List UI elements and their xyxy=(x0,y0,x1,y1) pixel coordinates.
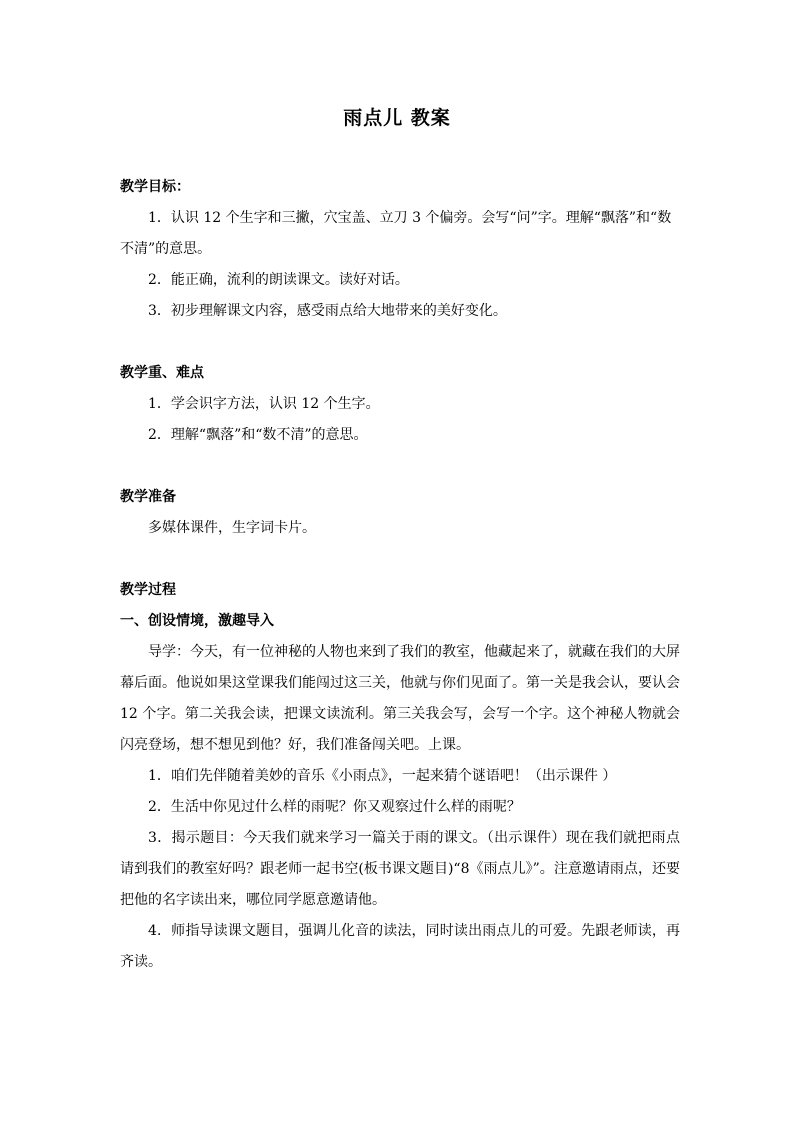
process-intro-paragraph: 导学：今天，有一位神秘的人物也来到了我们的教室，他藏起来了，就藏在我们的大屏幕后面。他说如果这堂课我们能闯过这三关，他就与你们见面了。第一关是我会认，要认会 12 个字。第二关我会读，把课文读流利。第三关我会写，会写一个字。这个神秘人物就会闪亮登场，想不想见到他？好，我们准备闯关吧。上课。 xyxy=(120,644,680,753)
objective-item: 1．认识 12 个生字和三撇，穴宝盖、立刀 3 个偏旁。会写“问”字。理解“飘落”和“数不清”的意思。 xyxy=(120,210,672,257)
objective-item: 2．能正确，流利的朗读课文。读好对话。 xyxy=(148,272,409,288)
process-section-heading: 一、创设情境，激趣导入 xyxy=(120,613,274,629)
key-point-item: 1．学会识字方法，认识 12 个生字。 xyxy=(148,396,380,412)
process-step-item: 3．揭示题目：今天我们就来学习一篇关于雨的课文。（出示课件）现在我们就把雨点请到我们的教室好吗？跟老师一起书空(板书课文题目)“8《雨点儿》”。注意邀请雨点，还要把他的名字读出来，哪位同学愿意邀请他。 xyxy=(120,830,680,908)
objective-item: 3．初步理解课文内容，感受雨点给大地带来的美好变化。 xyxy=(148,303,507,319)
process-step-item: 2．生活中你见过什么样的雨呢？你又观察过什么样的雨呢？ xyxy=(148,799,521,815)
objectives-heading: 教学目标： xyxy=(120,179,190,195)
section-spacer xyxy=(120,544,680,575)
preparation-heading: 教学准备 xyxy=(120,489,176,505)
document-title: 雨点儿 教案 xyxy=(343,107,451,129)
key-point-item: 2．理解“飘落”和“数不清”的意思。 xyxy=(148,427,368,443)
process-heading: 教学过程 xyxy=(120,582,176,598)
process-step-item: 1．咱们先伴随着美妙的音乐《小雨点》，一起来猜个谜语吧！（出示课件 ） xyxy=(148,768,617,784)
preparation-text: 多媒体课件，生字词卡片。 xyxy=(148,520,316,536)
section-spacer xyxy=(120,451,680,482)
process-step-item: 4．师指导读课文题目，强调儿化音的读法，同时读出雨点儿的可爱。先跟老师读，再齐读。 xyxy=(120,923,680,970)
key-points-heading: 教学重、难点 xyxy=(120,365,204,381)
document-body xyxy=(120,172,680,978)
section-spacer xyxy=(120,327,680,358)
